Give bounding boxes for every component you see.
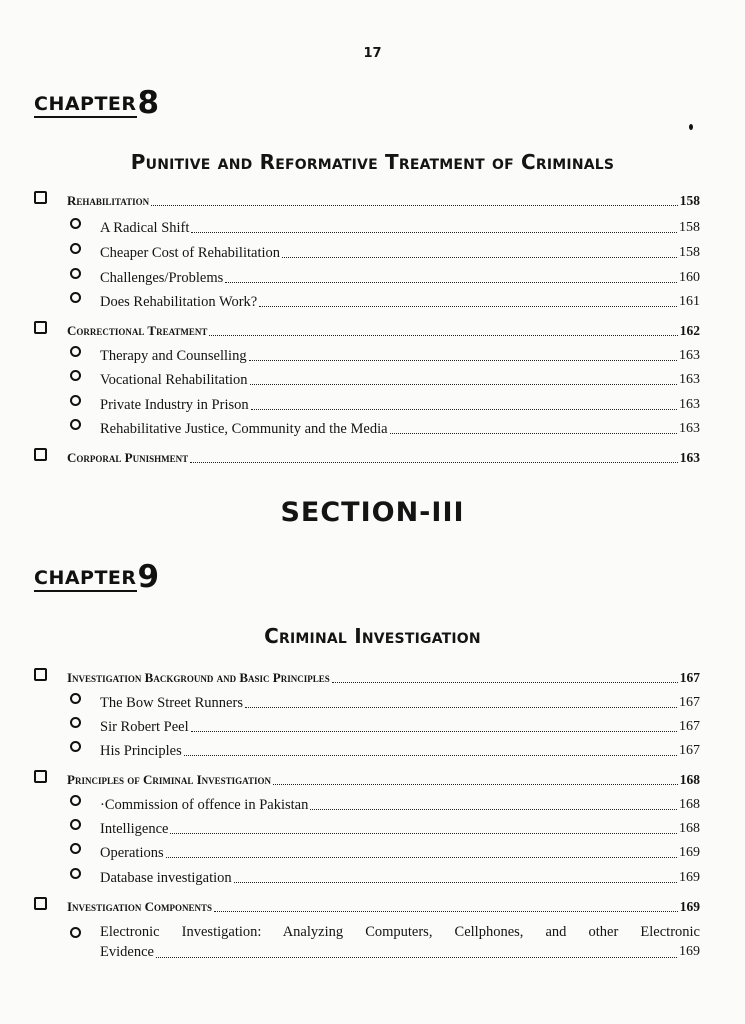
chapter-9-title: Criminal Investigation (264, 624, 481, 648)
dot-leader (273, 783, 678, 785)
toc-page-number: 160 (679, 270, 700, 285)
dot-leader (251, 408, 677, 410)
toc-entry-text: Operations (100, 845, 164, 861)
toc-sub-entry[interactable] (100, 692, 700, 712)
toc-page-number: 161 (679, 294, 700, 309)
toc-sub-entry[interactable] (100, 217, 700, 237)
toc-sub-entry[interactable] (100, 867, 700, 887)
toc-entry-text: The Bow Street Runners (100, 695, 243, 711)
dot-leader (151, 204, 678, 206)
toc-main-entry[interactable] (67, 667, 700, 687)
toc-sub-entry[interactable] (100, 818, 700, 838)
toc-sub-entry[interactable] (100, 291, 700, 311)
circle-bullet-icon (70, 693, 81, 704)
toc-entry-text: Rehabilitation (67, 193, 150, 208)
dot-leader (156, 956, 677, 958)
dot-leader (390, 432, 677, 434)
square-bullet-icon (34, 897, 47, 910)
toc-entry-text: Rehabilitative Justice, Community and the Media (100, 421, 388, 437)
dot-leader (225, 281, 677, 283)
chapter-number: 8 (137, 85, 160, 121)
toc-page-number: 169 (679, 944, 700, 959)
circle-bullet-icon (70, 717, 81, 728)
circle-bullet-icon (70, 218, 81, 229)
dot-leader (234, 881, 677, 883)
circle-bullet-icon (70, 346, 81, 357)
toc-entry-text: Cheaper Cost of Rehabilitation (100, 245, 281, 261)
circle-bullet-icon (70, 819, 81, 830)
toc-sub-entry[interactable] (100, 394, 700, 414)
chapter-word: CHAPTER (34, 94, 137, 118)
dot-leader (282, 256, 677, 258)
toc-entry-text: Challenges/Problems (100, 270, 224, 286)
chapter-8-heading (34, 85, 160, 121)
toc-main-entry[interactable] (67, 447, 700, 467)
toc-page-number: 169 (679, 899, 700, 914)
toc-main-entry[interactable] (67, 896, 700, 916)
toc-entry-text: Corporal Punishment (67, 450, 189, 465)
toc-main-entry[interactable] (67, 320, 700, 340)
toc-sub-entry[interactable] (100, 842, 700, 862)
toc-page-number: 163 (679, 450, 700, 465)
dot-leader (245, 706, 677, 708)
circle-bullet-icon (70, 243, 81, 254)
toc-entry-text: Correctional Treatment (67, 323, 208, 338)
chapter-word: CHAPTER (34, 568, 137, 592)
toc-page-number: 169 (679, 870, 700, 885)
square-bullet-icon (34, 668, 47, 681)
dot-leader (249, 359, 677, 361)
toc-sub-entry[interactable] (100, 740, 700, 760)
toc-sub-entry[interactable] (100, 794, 700, 814)
toc-page-number: 162 (679, 323, 700, 338)
toc-page-number: 167 (679, 743, 700, 758)
toc-page-number: 163 (679, 421, 700, 436)
toc-page-number: 168 (679, 797, 700, 812)
toc-entry-text: His Principles (100, 743, 182, 759)
toc-page-number: 158 (679, 220, 700, 235)
square-bullet-icon (34, 321, 47, 334)
dot-leader (209, 334, 677, 336)
circle-bullet-icon (70, 843, 81, 854)
dot-leader (170, 832, 677, 834)
toc-entry-text: Private Industry in Prison (100, 397, 249, 413)
toc-entry-text: Does Rehabilitation Work? (100, 294, 258, 310)
chapter-9-heading (34, 559, 160, 595)
dot-leader (250, 383, 677, 385)
toc-entry-text: Intelligence (100, 821, 169, 837)
toc-page-number: 163 (679, 372, 700, 387)
toc-page-number: 167 (679, 670, 700, 685)
toc-entry-text: Investigation Background and Basic Principles (67, 670, 330, 685)
toc-page-number: 167 (679, 695, 700, 710)
toc-entry-text: Electronic Investigation: Analyzing Computers, Cellphones, and other Electronic (100, 924, 700, 940)
toc-page-number: 163 (679, 348, 700, 363)
toc-sub-entry[interactable] (100, 418, 700, 438)
toc-entry-text: Vocational Rehabilitation (100, 372, 248, 388)
circle-bullet-icon (70, 292, 81, 303)
toc-page-number: 169 (679, 845, 700, 860)
toc-entry-text: ·Commission of offence in Pakistan (100, 797, 309, 813)
square-bullet-icon (34, 191, 47, 204)
circle-bullet-icon (70, 419, 81, 430)
dot-leader (190, 461, 678, 463)
toc-sub-entry[interactable] (100, 369, 700, 389)
dot-leader (214, 910, 678, 912)
toc-page-number: 168 (679, 821, 700, 836)
square-bullet-icon (34, 448, 47, 461)
circle-bullet-icon (70, 268, 81, 279)
dot-leader (310, 808, 677, 810)
chapter-number: 9 (137, 559, 160, 595)
dot-leader (332, 681, 678, 683)
toc-sub-entry[interactable] (100, 345, 700, 365)
toc-main-entry[interactable] (67, 190, 700, 210)
page-number: 17 (363, 46, 382, 61)
circle-bullet-icon (70, 927, 81, 938)
toc-entry-text: Principles of Criminal Investigation (67, 772, 271, 787)
toc-entry-text: Investigation Components (67, 899, 213, 914)
dot-leader (166, 856, 677, 858)
square-bullet-icon (34, 770, 47, 783)
toc-sub-entry[interactable] (100, 716, 700, 736)
toc-entry-text: Therapy and Counselling (100, 348, 247, 364)
toc-entry-continuation (100, 942, 700, 962)
dot-leader (259, 305, 677, 307)
toc-entry-text: Sir Robert Peel (100, 719, 189, 735)
circle-bullet-icon (70, 395, 81, 406)
toc-sub-entry[interactable] (100, 267, 700, 287)
toc-page-number: 158 (679, 245, 700, 260)
toc-page-number: 168 (679, 772, 700, 787)
dot-leader (191, 730, 677, 732)
toc-main-entry[interactable] (67, 769, 700, 789)
toc-page-number: 167 (679, 719, 700, 734)
circle-bullet-icon (70, 868, 81, 879)
toc-page-number: 163 (679, 397, 700, 412)
circle-bullet-icon (70, 795, 81, 806)
toc-entry-text: Database investigation (100, 870, 232, 886)
toc-entry-wrapped[interactable] (100, 922, 700, 962)
dot-leader (184, 754, 677, 756)
dot-leader (191, 231, 677, 233)
circle-bullet-icon (70, 741, 81, 752)
chapter-8-title: Punitive and Reformative Treatment of Criminals (130, 150, 615, 174)
section-title: SECTION-III (280, 497, 465, 528)
toc-entry-text-continued: Evidence (100, 944, 154, 960)
toc-entry-text: A Radical Shift (100, 220, 190, 236)
circle-bullet-icon (70, 370, 81, 381)
toc-page-number: 158 (679, 193, 700, 208)
ink-speck (689, 124, 693, 130)
toc-sub-entry[interactable] (100, 242, 700, 262)
